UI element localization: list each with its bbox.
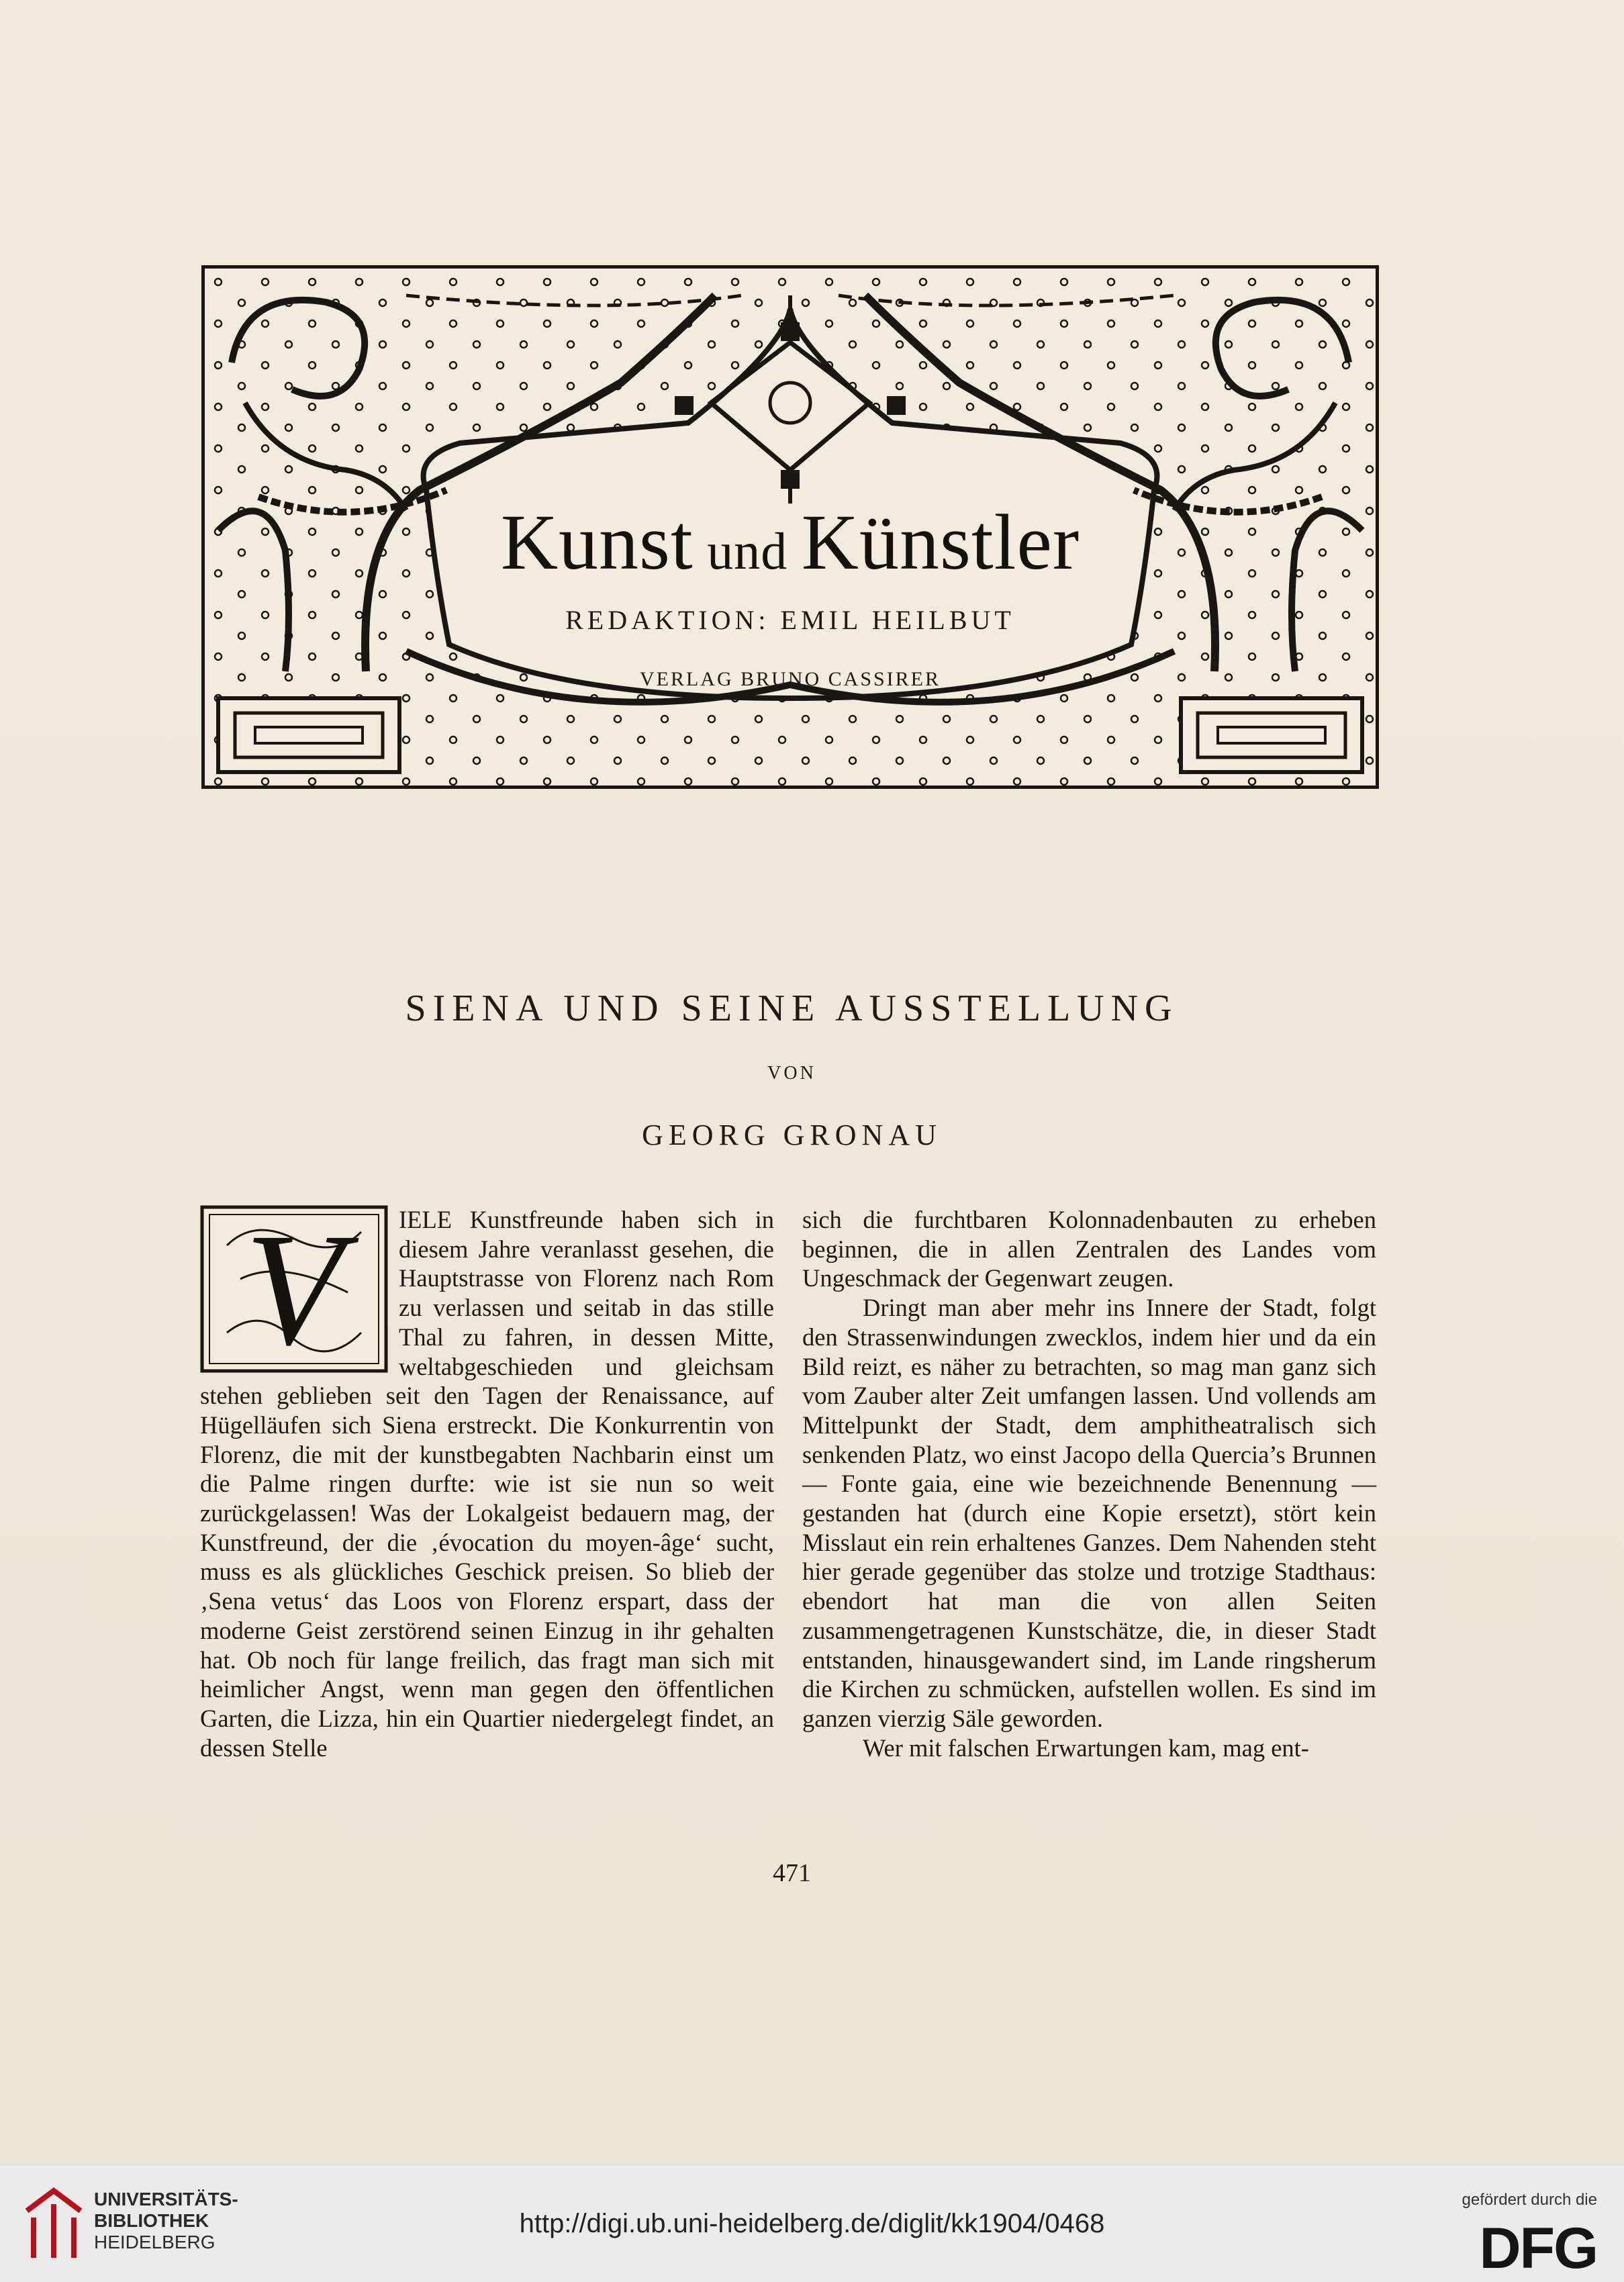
funding-note: gefördert durch die bbox=[1462, 2191, 1597, 2209]
title-word-und: und bbox=[707, 522, 788, 580]
initial-letter: V bbox=[244, 1200, 344, 1378]
byline-von: VON bbox=[767, 1063, 816, 1084]
right-column-paragraph-3: Wer mit falschen Erwartungen kam, mag ent- bbox=[863, 1733, 1309, 1762]
right-column-paragraph-1: sich die furchtbaren Kolonnadenbauten zu erheben beginnen, die in allen Zentralen des Landes vom Ungeschmack der Gegenwart zeugen. bbox=[802, 1206, 1376, 1292]
decorated-initial bbox=[200, 1200, 388, 1378]
title-word-kuenstler: Künstler bbox=[801, 498, 1080, 586]
library-name-line-1: UNIVERSITÄTS- bbox=[94, 2189, 238, 2209]
title-word-kunst: Kunst bbox=[500, 498, 694, 586]
library-name-line-2: BIBLIOTHEK bbox=[94, 2210, 209, 2231]
publisher-line: VERLAG BRUNO CASSIRER bbox=[639, 668, 941, 690]
page-number: 471 bbox=[773, 1859, 811, 1887]
text-column-left bbox=[200, 1200, 774, 1762]
dfg-logo[interactable]: DFG bbox=[1479, 2216, 1597, 2281]
article-title: SIENA UND SEINE AUSSTELLUNG bbox=[405, 988, 1179, 1029]
library-name-line-3: HEIDELBERG bbox=[94, 2232, 216, 2252]
permalink-url[interactable]: http://digi.ub.uni-heidelberg.de/diglit/kk1904/0468 bbox=[519, 2209, 1105, 2238]
article-author: GEORG GRONAU bbox=[642, 1119, 942, 1151]
magazine-title bbox=[205, 497, 1376, 588]
digitization-footer bbox=[0, 2165, 1624, 2282]
editor-line: REDAKTION: EMIL HEILBUT bbox=[565, 605, 1015, 635]
right-column-paragraph-2: Dringt man aber mehr ins Innere der Stadt, folgt den Strassenwindungen zwecklos, indem hier und da ein Bild reizt, es näher zu betrachten, so mag man ganz sich vom Zauber alter Zeit umfangen lassen. Und vollends am Mittelpunkt der Stadt, dem amphitheatralisch sich senkenden Platz, wo einst Jacopo della Quercia’s Brunnen — Fonte gaia, eine wie bezeichnende Benennung — gestanden hat (durch eine Kopie ersetzt), stört kein Misslaut ein rein erhaltenes Ganzes. Dem Nahenden steht hier gerade gegenüber das stolze und trotzige Stadthaus: ebendort hat man die von allen Seiten zusammengetragenen Kunstschätze, die, in dieser Stadt entstanden, hinausgewandert sind, im Lande ringsherum die Kirchen zu schmücken, aufstellen wollen. Es sind im ganzen vierzig Säle geworden. bbox=[802, 1294, 1376, 1732]
left-column-paragraph: IELE Kunstfreunde haben sich in diesem Jahre veranlasst gesehen, die Hauptstrasse von Florenz nach Rom zu verlassen und seitab in das stille Thal zu fahren, in dessen Mitte, weltabgeschieden und gleichsam stehen geblieben seit den Tagen der Renaissance, auf Hügelläufen sich Siena erstreckt. Die Konkurrentin von Florenz, die mit der kunstbegabten Nachbarin einst um die Palme ringen durfte: wie ist sie nun so weit zurückgelassen! Was der Lokalgeist bedauern mag, der Kunstfreund, der die ‚évocation du moyen-âge‘ sucht, muss es als glückliches Geschick preisen. So blieb der ‚Sena vetus‘ das Loos von Florenz erspart, dass der moderne Geist zerstörend seinen Einzug in ihr gehalten hat. Ob noch für lange freilich, das fragt man sich mit heimlicher Angst, wenn man gegen den öffentlichen Garten, die Lizza, hin ein Quartier niedergelegt findet, an dessen Stelle bbox=[200, 1206, 774, 1762]
text-column-right bbox=[802, 1205, 1376, 1762]
masthead-ornament bbox=[201, 265, 1379, 789]
